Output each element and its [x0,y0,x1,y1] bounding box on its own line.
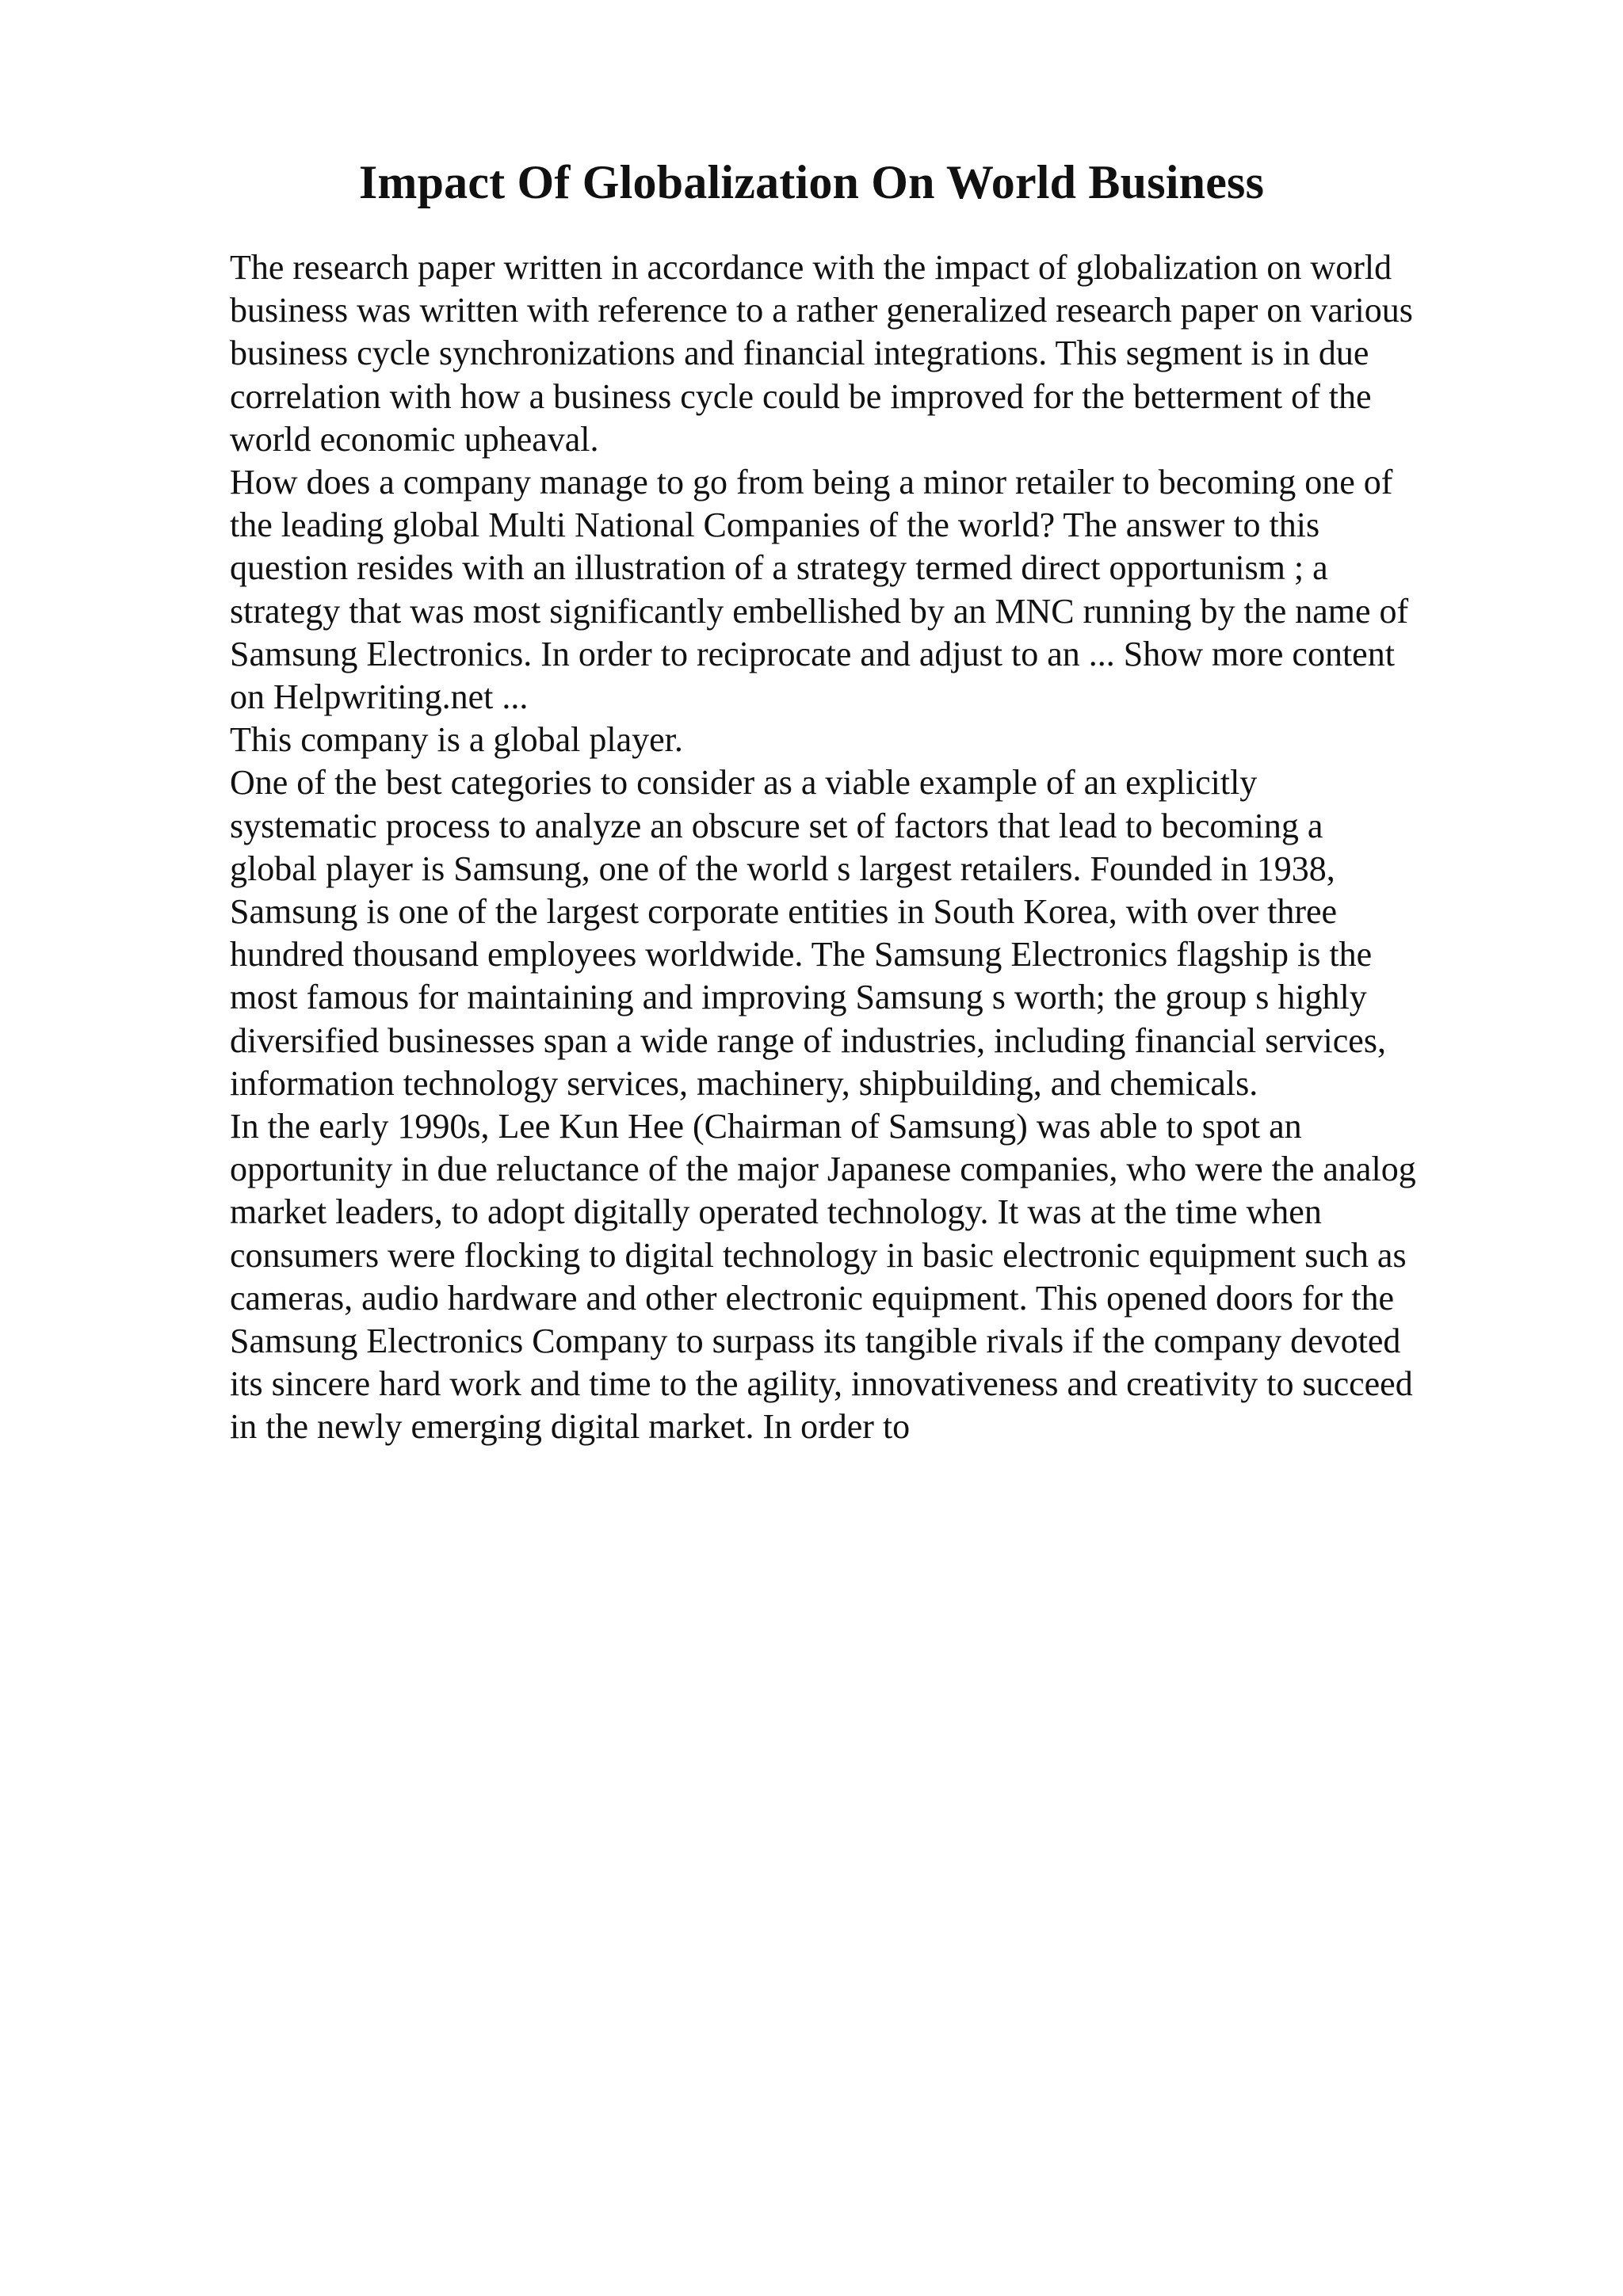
body-line: opportunity in due reluctance of the major Japanese companies, who were the analog [230,1150,1416,1189]
page-title: Impact Of Globalization On World Business [358,156,1265,208]
body-line: on Helpwriting.net ... [230,677,529,717]
body-line: business cycle synchronizations and financial integrations. This segment is in due [230,334,1369,373]
body-line: Samsung Electronics. In order to reciprocate and adjust to an ... Show more content [230,634,1395,673]
body-line: the leading global Multi National Companies of the world? The answer to this [230,505,1320,545]
body-line: How does a company manage to go from being a minor retailer to becoming one of [230,463,1393,502]
body-line: diversified businesses span a wide range of industries, including financial services, [230,1020,1386,1060]
body-line: most famous for maintaining and improving Samsung s worth; the group s highly [230,978,1367,1017]
body-line: systematic process to analyze an obscure set of factors that lead to becoming a [230,806,1323,845]
body-line: consumers were flocking to digital technology in basic electronic equipment such as [230,1235,1407,1275]
body-line: In the early 1990s, Lee Kun Hee (Chairman of Samsung) was able to spot an [230,1107,1302,1146]
body-line: global player is Samsung, one of the world s largest retailers. Founded in 1938, [230,849,1335,888]
body-line: market leaders, to adopt digitally operated technology. It was at the time when [230,1192,1322,1232]
body-line: strategy that was most significantly embellished by an MNC running by the name of [230,591,1409,631]
body-line: The research paper written in accordance with the impact of globalization on world [230,248,1392,287]
body-line: information technology services, machinery, shipbuilding, and chemicals. [230,1063,1258,1103]
body-line: world economic upheaval. [230,419,599,459]
body-line: Samsung Electronics Company to surpass its tangible rivals if the company devoted [230,1322,1401,1361]
body-line: its sincere hard work and time to the agility, innovativeness and creativity to succeed [230,1364,1413,1404]
body-line: correlation with how a business cycle could be improved for the betterment of the [230,376,1372,416]
document-body [230,246,1514,1449]
body-line: cameras, audio hardware and other electronic equipment. This opened doors for the [230,1278,1394,1318]
body-line: One of the best categories to consider as a viable example of an explicitly [230,763,1258,803]
body-line: Samsung is one of the largest corporate entities in South Korea, with over three [230,892,1338,932]
body-line: This company is a global player. [230,720,683,760]
body-line: in the newly emerging digital market. In order to [230,1407,911,1447]
body-line: question resides with an illustration of a strategy termed direct opportunism ; a [230,548,1328,588]
body-line: business was written with reference to a rather generalized research paper on various [230,291,1413,330]
body-line: hundred thousand employees worldwide. The Samsung Electronics flagship is the [230,935,1373,974]
